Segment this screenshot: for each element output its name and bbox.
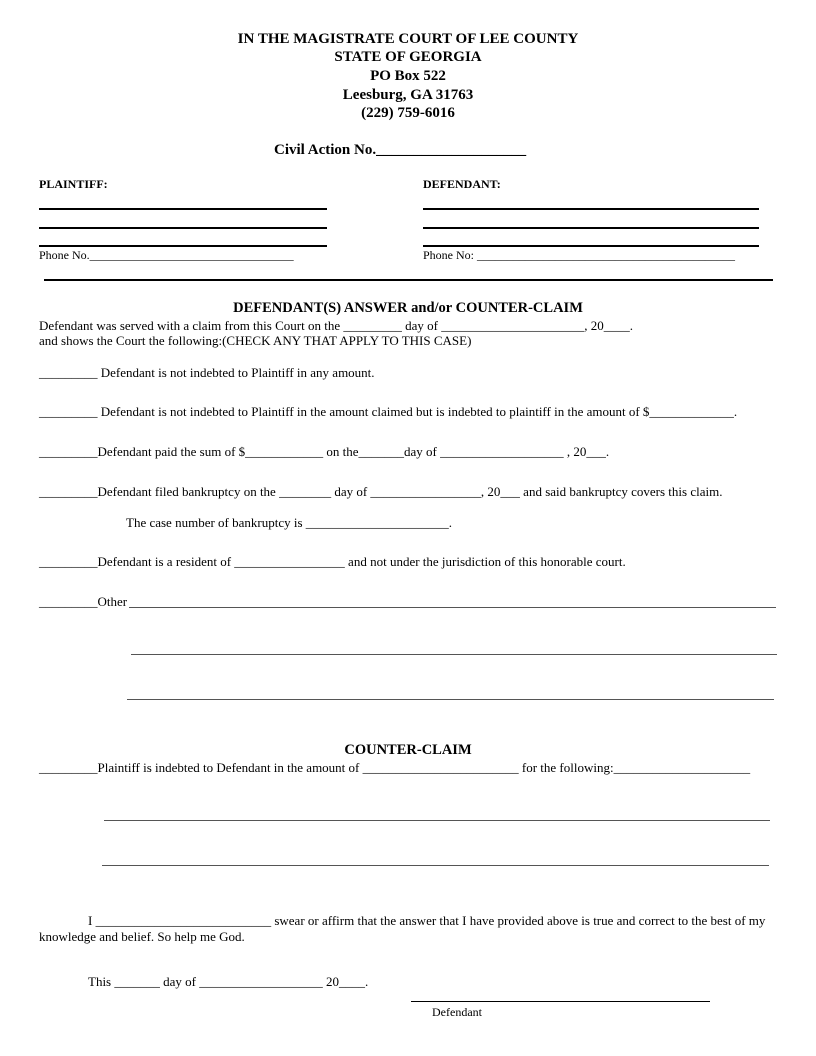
defendant-city-line[interactable] [423, 245, 759, 247]
court-name: IN THE MAGISTRATE COURT OF LEE COUNTY [237, 31, 579, 47]
option-other[interactable]: _________Other [39, 594, 128, 609]
defendant-address-line[interactable] [423, 227, 759, 229]
defendant-label: DEFENDANT: [423, 177, 501, 191]
defendant-signature-line[interactable] [411, 1001, 710, 1002]
court-city: Leesburg, GA 31763 [342, 87, 474, 103]
counter-claim-line-1[interactable] [104, 820, 770, 821]
defendant-signature-label: Defendant [432, 1005, 482, 1019]
plaintiff-label: PLAINTIFF: [39, 177, 108, 191]
counter-claim-title: COUNTER-CLAIM [344, 742, 472, 758]
section-divider [44, 279, 773, 281]
counter-claim-line-2[interactable] [102, 865, 769, 866]
option-bankruptcy[interactable]: _________Defendant filed bankruptcy on the ________ day of _________________, 20___ and said bankruptcy covers this claim. [39, 484, 723, 499]
court-phone: (229) 759-6016 [361, 105, 455, 121]
defendant-phone-field[interactable]: Phone No: ___________________________________________ [423, 248, 735, 262]
court-po-box: PO Box 522 [370, 68, 446, 84]
signing-date[interactable]: This _______ day of ___________________ 20____. [88, 974, 369, 989]
other-line-1[interactable] [129, 607, 776, 608]
oath-statement-cont: knowledge and belief. So help me God. [39, 929, 245, 944]
answer-title: DEFENDANT(S) ANSWER and/or COUNTER-CLAIM [233, 300, 583, 316]
answer-intro-served[interactable]: Defendant was served with a claim from this Court on the _________ day of ______________________, 20____. [39, 318, 633, 333]
plaintiff-phone-field[interactable]: Phone No.__________________________________ [39, 248, 294, 262]
answer-intro-shows: and shows the Court the following:(CHECK ANY THAT APPLY TO THIS CASE) [39, 333, 472, 348]
option-indebted-different-amount[interactable]: _________ Defendant is not indebted to Plaintiff in the amount claimed but is indebted to plaintiff in the amount of $_____________. [39, 404, 738, 419]
other-line-3[interactable] [127, 699, 774, 700]
option-paid-sum[interactable]: _________Defendant paid the sum of $____________ on the_______day of ___________________ , 20___. [39, 444, 610, 459]
oath-statement[interactable]: I ___________________________ swear or affirm that the answer that I have provided above is true and correct to the best of my [88, 913, 766, 928]
plaintiff-name-line[interactable] [39, 208, 327, 210]
other-line-2[interactable] [131, 654, 777, 655]
option-not-indebted[interactable]: _________ Defendant is not indebted to Plaintiff in any amount. [39, 365, 375, 380]
defendant-name-line[interactable] [423, 208, 759, 210]
plaintiff-city-line[interactable] [39, 245, 327, 247]
option-resident-elsewhere[interactable]: _________Defendant is a resident of _________________ and not under the jurisdiction of this honorable court. [39, 554, 626, 569]
counter-claim-amount[interactable]: _________Plaintiff is indebted to Defendant in the amount of ________________________ for the following:_____________________ [39, 760, 751, 775]
civil-action-number[interactable]: Civil Action No.____________________ [274, 142, 527, 158]
plaintiff-address-line[interactable] [39, 227, 327, 229]
bankruptcy-case-number[interactable]: The case number of bankruptcy is ______________________. [126, 515, 453, 530]
court-state: STATE OF GEORGIA [334, 49, 482, 65]
